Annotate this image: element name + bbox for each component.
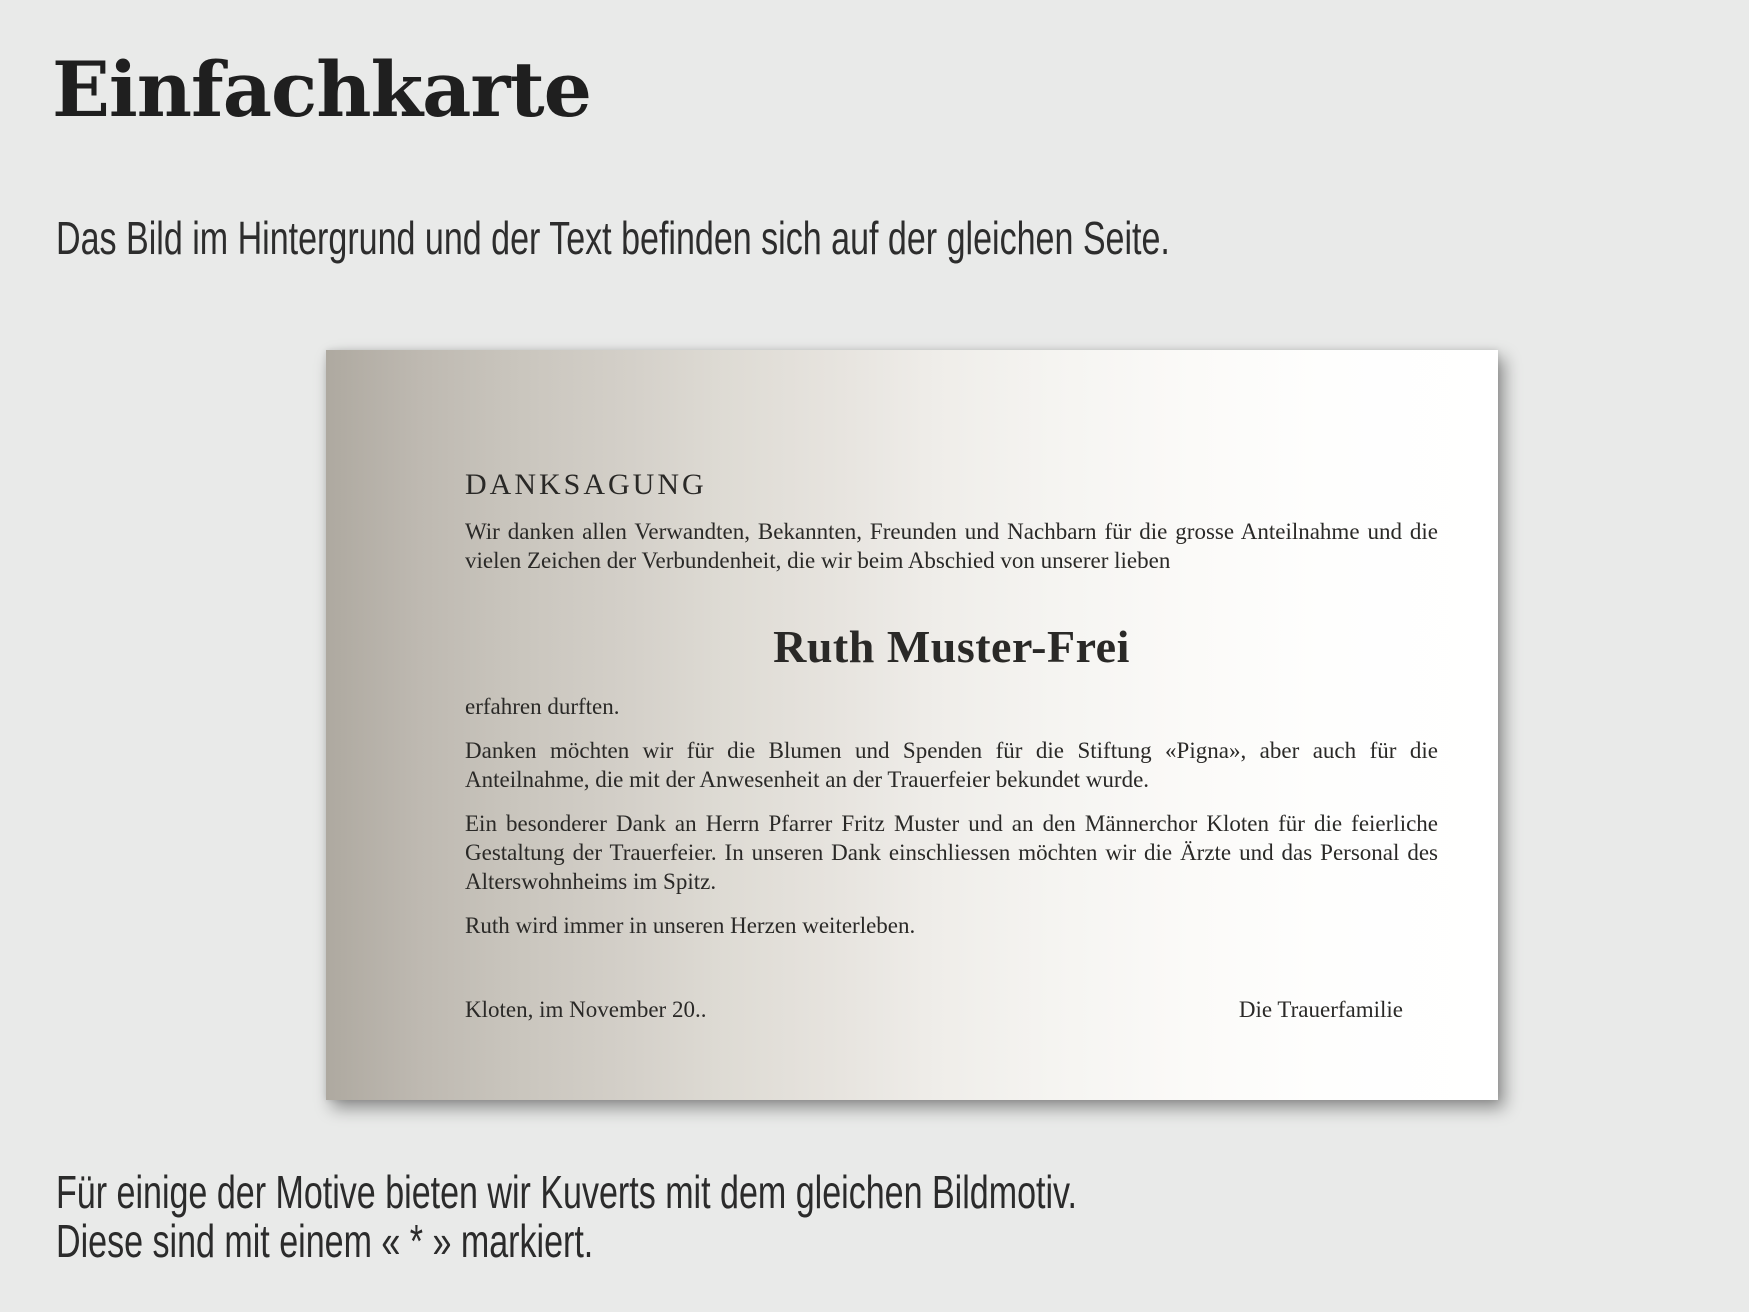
- card-heading: DANKSAGUNG: [465, 468, 707, 501]
- card-intro-paragraph: Wir danken allen Verwandten, Bekannten, Freunden und Nachbarn für die grosse Anteilnahme und die vielen Zeichen der Verbundenheit, die wir beim Abschied von unserer lieben: [465, 519, 1438, 573]
- page-subtitle: Das Bild im Hintergrund und der Text befinden sich auf der gleichen Seite.: [56, 212, 1170, 264]
- card-closing-line: Ruth wird immer in unseren Herzen weiterleben.: [465, 913, 916, 938]
- card-after-name-line: erfahren durften.: [465, 694, 620, 719]
- card-preview: [326, 350, 1498, 1100]
- card-place-date: Kloten, im November 20..: [465, 997, 707, 1022]
- card-thanks-donations-paragraph: Danken möchten wir für die Blumen und Spenden für die Stiftung «Pigna», aber auch für die Anteilnahme, die mit der Anwesenheit an der Trauerfeier bekundet wurde.: [465, 738, 1438, 792]
- card-bottom-row: [465, 995, 1438, 1024]
- deceased-name: Ruth Muster-Frei: [773, 621, 1130, 672]
- card-thanks-special-paragraph: Ein besonderer Dank an Herrn Pfarrer Fritz Muster und an den Männerchor Kloten für die feierliche Gestaltung der Trauerfeier. In unseren Dank einschliessen möchten wir die Ärzte und das Personal des Alterswohnheims im Spitz.: [465, 811, 1438, 894]
- page-footer-line1: Für einige der Motive bieten wir Kuverts mit dem gleichen Bildmotiv.: [56, 1166, 1077, 1218]
- card-signature: Die Trauerfamilie: [1238, 997, 1403, 1022]
- page-title: Einfachkarte: [52, 45, 591, 134]
- page-footer: [56, 1168, 1077, 1266]
- page-footer-line2: Diese sind mit einem « * » markiert.: [56, 1215, 594, 1267]
